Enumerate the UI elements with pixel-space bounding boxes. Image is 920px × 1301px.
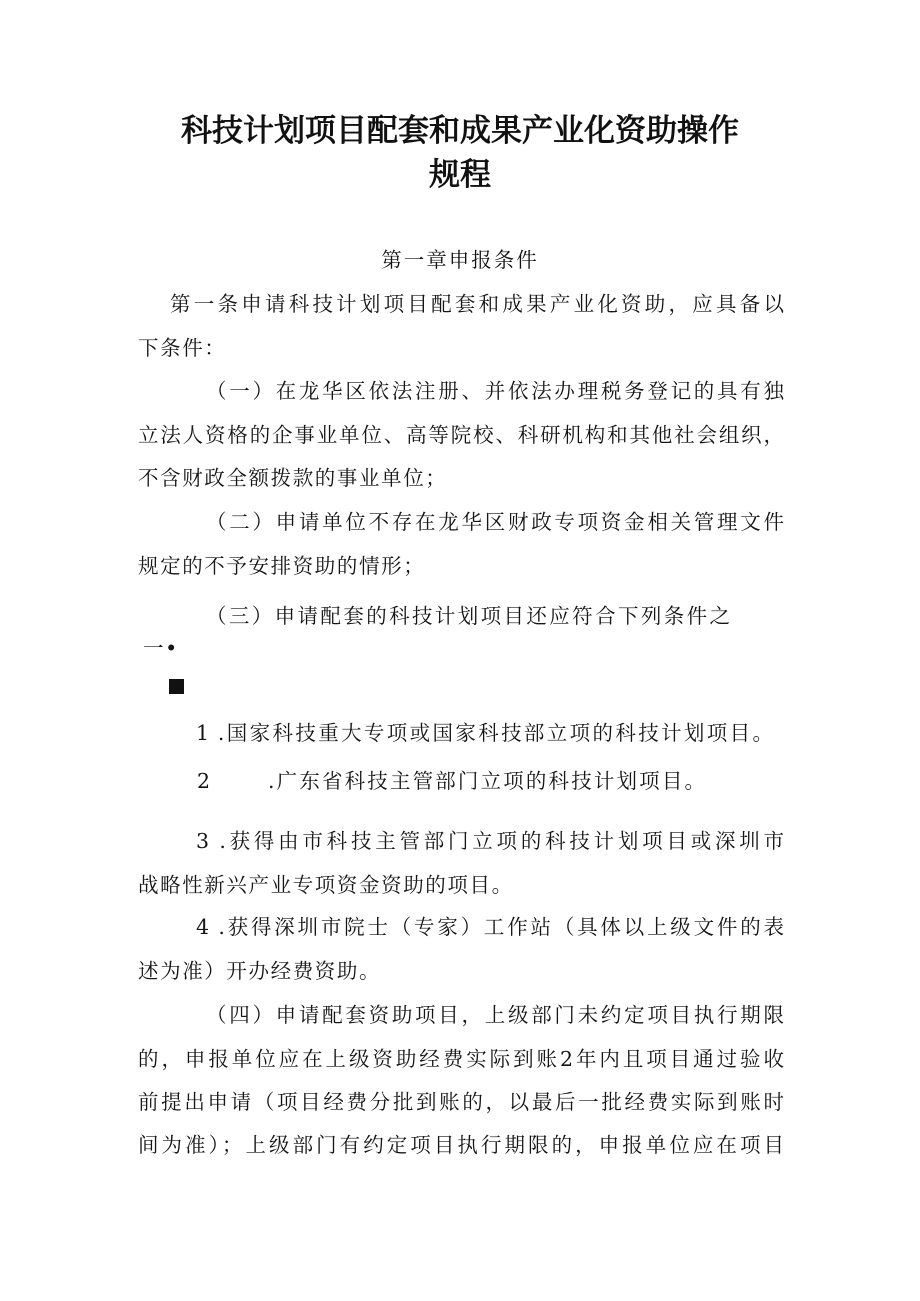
article-1-line-2: 下条件：	[138, 336, 227, 360]
article-1-line-1: 第一条申请科技计划项目配套和成果产业化资助，应具备以	[170, 292, 784, 316]
chapter-heading: 第一章申报条件	[381, 248, 539, 272]
item-3-line-2: 一•	[143, 636, 179, 660]
item-4-line-3: 前提出申请（项目经费分批到账的，以最后一批经费实际到账时	[138, 1090, 784, 1114]
sub-item-2-text: .广东省科技主管部门立项的科技计划项目。	[268, 769, 705, 793]
item-1-line-1: （一）在龙华区依法注册、并依法办理税务登记的具有独	[206, 379, 784, 403]
document-title-line-2: 规程	[429, 157, 491, 193]
sub-item-4-line-1: 4 .获得深圳市院士（专家）工作站（具体以上级文件的表	[196, 915, 784, 939]
sub-item-2-number: 2	[197, 769, 211, 793]
item-2-line-2: 规定的不予安排资助的情形；	[138, 554, 426, 578]
item-3-line-1: （三）申请配套的科技计划项目还应符合下列条件之	[206, 604, 730, 628]
item-4-line-2: 的，申报单位应在上级资助经费实际到账2年内且项目通过验收	[138, 1047, 784, 1071]
item-1-line-3: 不含财政全额拨款的事业单位；	[138, 466, 448, 490]
sub-item-3-line-1: 3 .获得由市科技主管部门立项的科技计划项目或深圳市	[196, 829, 784, 853]
document-title-line-1: 科技计划项目配套和成果产业化资助操作	[181, 113, 739, 149]
item-2-line-1: （二）申请单位不存在龙华区财政专项资金相关管理文件	[206, 510, 784, 534]
sub-item-4-line-2: 述为准）开办经费资助。	[138, 959, 382, 983]
square-bullet-icon	[169, 679, 184, 694]
sub-item-3-line-2: 战略性新兴产业专项资金资助的项目。	[138, 873, 514, 897]
sub-item-1: 1 .国家科技重大专项或国家科技部立项的科技计划项目。	[196, 721, 773, 745]
item-4-line-1: （四）申请配套资助项目，上级部门未约定项目执行期限	[206, 1003, 784, 1027]
item-1-line-2: 立法人资格的企事业单位、高等院校、科研机构和其他社会组织，	[138, 423, 784, 447]
item-4-line-4: 间为准）；上级部门有约定项目执行期限的，申报单位应在项目	[138, 1133, 784, 1157]
